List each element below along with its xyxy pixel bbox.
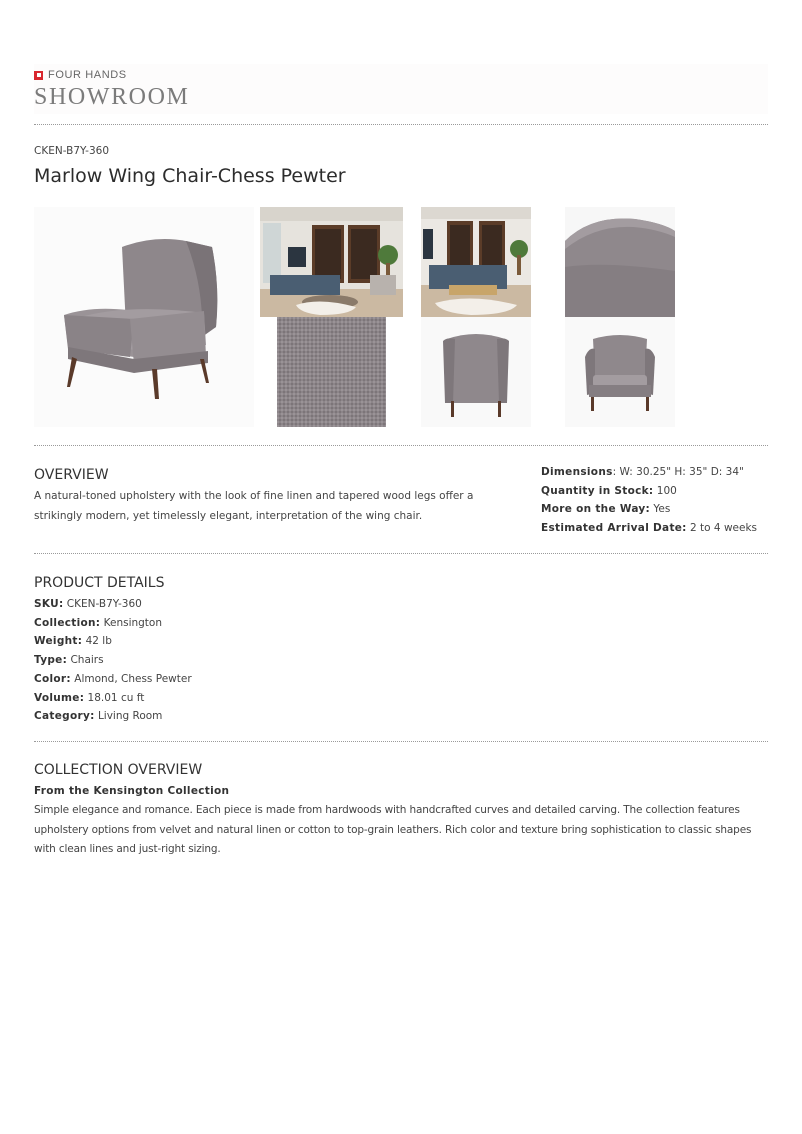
spec-dimensions: Dimensions: W: 30.25" H: 35" D: 34" xyxy=(541,466,744,478)
collection-overview-heading: COLLECTION OVERVIEW xyxy=(34,762,203,778)
chair-back-view xyxy=(421,317,531,427)
product-details-list xyxy=(34,595,192,726)
spec-quantity: Quantity in Stock: 100 xyxy=(541,484,677,497)
fabric-swatch-icon xyxy=(277,317,386,427)
collection-subheading: From the Kensington Collection xyxy=(34,785,230,797)
detail-type: Type: Chairs xyxy=(34,654,104,667)
brand-square-icon xyxy=(34,71,43,80)
page-header xyxy=(34,64,768,114)
detail-sku: SKU: CKEN-B7Y-360 xyxy=(34,598,142,610)
chair-three-quarter-view xyxy=(34,207,254,427)
brand-showroom: SHOWROOM xyxy=(34,84,190,110)
divider xyxy=(34,741,768,742)
wing-back-detail xyxy=(565,207,675,317)
detail-color: Color: Almond, Chess Pewter xyxy=(34,672,192,685)
detail-volume: Volume: 18.01 cu ft xyxy=(34,691,145,704)
brand-logo xyxy=(34,69,127,81)
product-title: Marlow Wing Chair-Chess Pewter xyxy=(34,165,346,187)
room-scene-icon xyxy=(260,207,403,317)
fabric-swatch xyxy=(277,317,386,427)
armchair-icon xyxy=(34,207,254,427)
detail-category: Category: Living Room xyxy=(34,710,163,723)
room-scene-icon xyxy=(421,207,531,317)
detail-weight: Weight: 42 lb xyxy=(34,635,112,648)
product-code: CKEN-B7Y-360 xyxy=(34,145,110,157)
brand-name: FOUR HANDS xyxy=(48,69,127,81)
detail-collection: Collection: Kensington xyxy=(34,616,163,629)
living-room-scene-1 xyxy=(260,207,403,317)
product-details-heading: PRODUCT DETAILS xyxy=(34,575,165,591)
living-room-scene-2 xyxy=(421,207,531,317)
chair-front-view xyxy=(565,317,675,427)
divider xyxy=(34,445,768,446)
spec-more-on-way: More on the Way: Yes xyxy=(541,503,671,516)
divider xyxy=(34,553,768,554)
spec-arrival-date: Estimated Arrival Date: 2 to 4 weeks xyxy=(541,522,758,535)
fabric-detail-icon xyxy=(565,207,675,317)
overview-text: A natural-toned upholstery with the look of fine linen and tapered wood legs offer a strikingly modern, yet timelessly elegant, interpretation of the wing chair. xyxy=(34,490,474,522)
spec-list xyxy=(541,463,757,538)
collection-overview-text: Simple elegance and romance. Each piece is made from hardwoods with handcrafted curves and detailed carving. The collection features upholstery options from velvet and natural linen or cotton to top-grain leathers. Rich color and texture bring sophistication to classic shapes with clean lines and just-right sizing. xyxy=(34,804,752,855)
armchair-back-icon xyxy=(421,317,531,427)
overview-heading: OVERVIEW xyxy=(34,467,109,483)
armchair-front-icon xyxy=(565,317,675,427)
divider xyxy=(34,124,768,125)
